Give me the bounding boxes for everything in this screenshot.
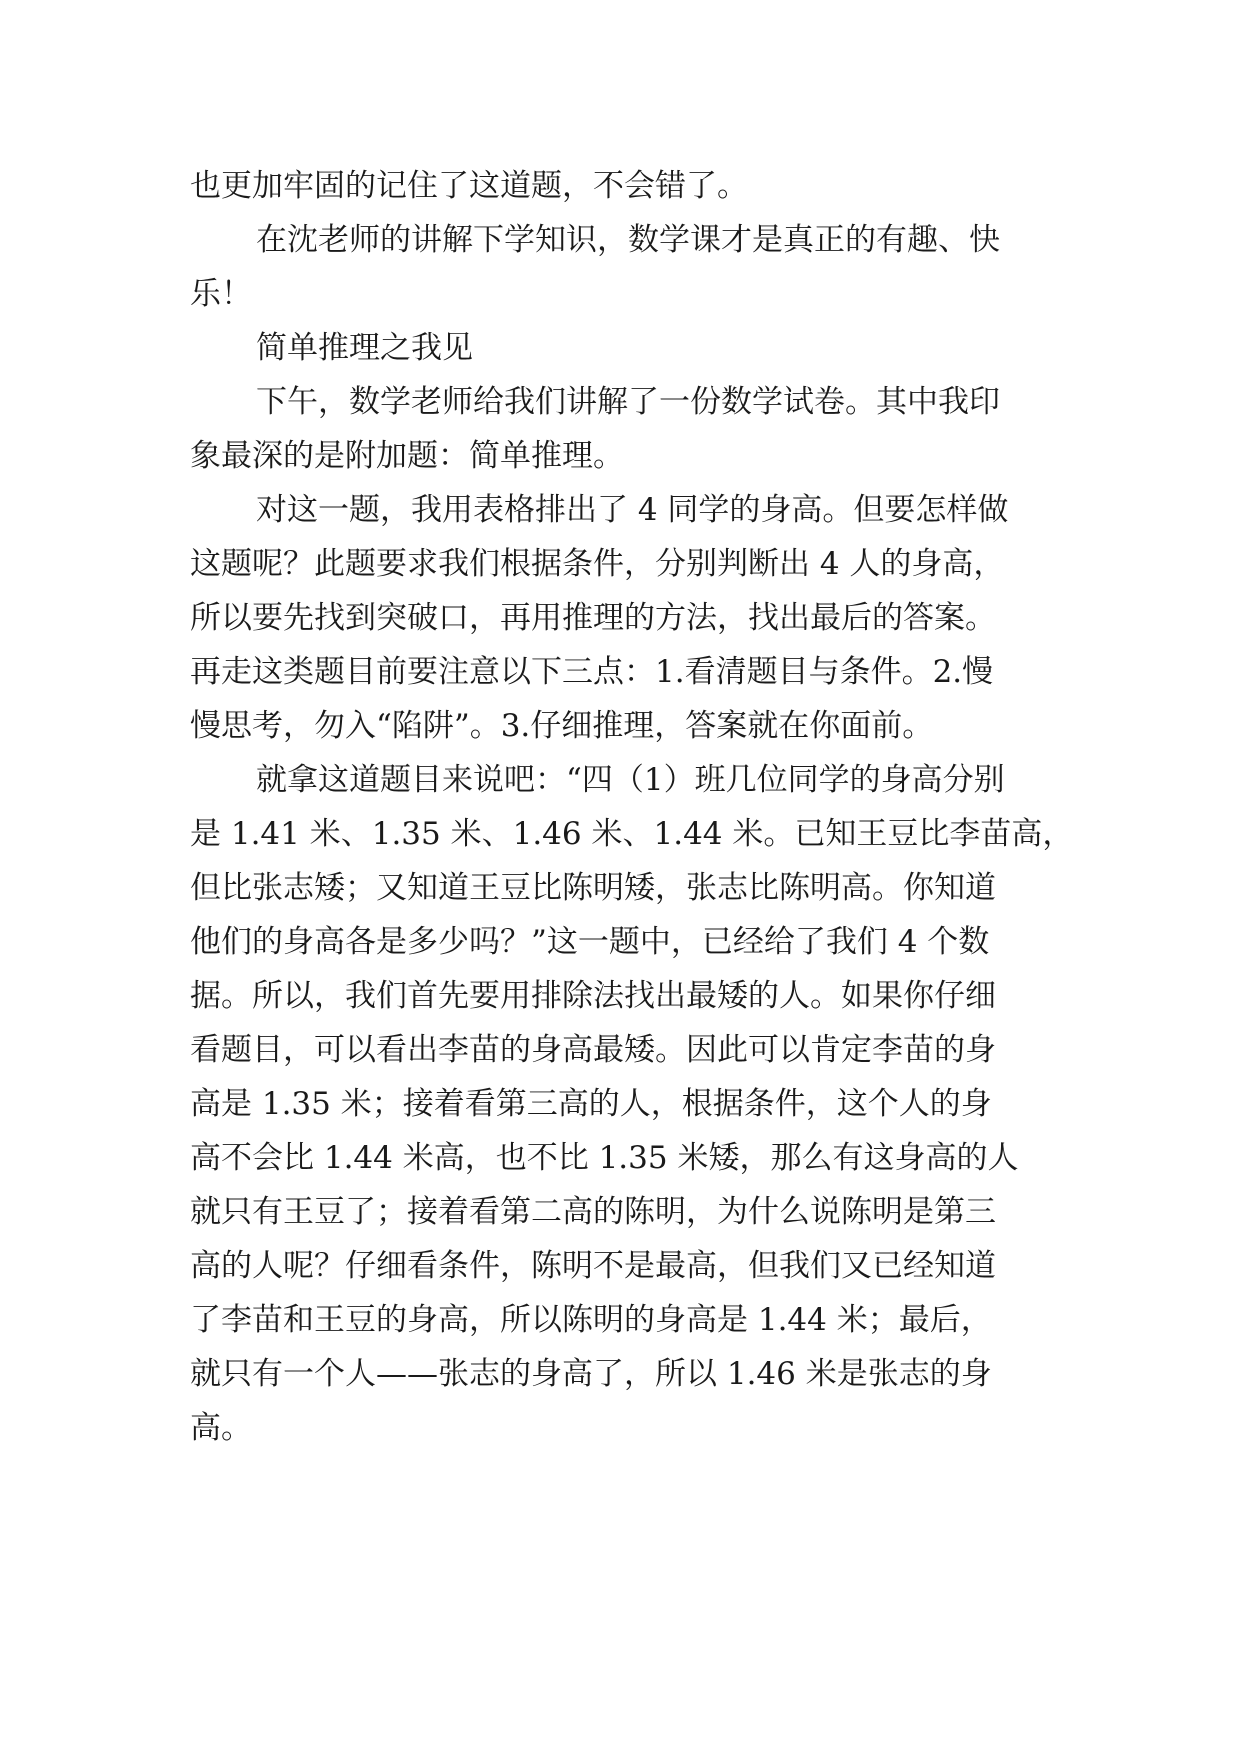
text-line: 就只有一个人——张志的身高了，所以 1.46 米是张志的身 (190, 1356, 992, 1392)
text-line: 再走这类题目前要注意以下三点：1.看清题目与条件。2.慢 (190, 654, 994, 690)
section-heading: 简单推理之我见 (256, 330, 473, 366)
text-line: 是 1.41 米、1.35 米、1.46 米、1.44 米。已知王豆比李苗高， (190, 816, 1074, 852)
text-line: 慢思考，勿入“陷阱”。3.仔细推理，答案就在你面前。 (190, 708, 934, 744)
text-line: 所以要先找到突破口，再用推理的方法，找出最后的答案。 (190, 600, 996, 636)
text-line: 高。 (190, 1410, 252, 1446)
text-line: 高是 1.35 米；接着看第三高的人，根据条件，这个人的身 (190, 1086, 992, 1122)
paragraph-start-line: 下午，数学老师给我们讲解了一份数学试卷。其中我印 (256, 384, 1000, 420)
text-line: 高的人呢？仔细看条件，陈明不是最高，但我们又已经知道 (190, 1248, 996, 1284)
text-line: 这题呢？此题要求我们根据条件，分别判断出 4 人的身高， (190, 546, 1005, 582)
text-line: 象最深的是附加题：简单推理。 (190, 438, 624, 474)
text-line: 高不会比 1.44 米高，也不比 1.35 米矮，那么有这身高的人 (190, 1140, 1019, 1176)
paragraph-start-line: 对这一题，我用表格排出了 4 同学的身高。但要怎样做 (256, 492, 1009, 528)
text-line: 但比张志矮；又知道王豆比陈明矮，张志比陈明高。你知道 (190, 870, 996, 906)
paragraph-start-line: 在沈老师的讲解下学知识，数学课才是真正的有趣、快 (256, 222, 1000, 258)
text-line: 据。所以，我们首先要用排除法找出最矮的人。如果你仔细 (190, 978, 996, 1014)
text-line: 就只有王豆了；接着看第二高的陈明，为什么说陈明是第三 (190, 1194, 996, 1230)
text-line: 他们的身高各是多少吗？”这一题中，已经给了我们 4 个数 (190, 924, 990, 960)
text-line: 了李苗和王豆的身高，所以陈明的身高是 1.44 米；最后， (190, 1302, 992, 1338)
body-text (190, 159, 1080, 1455)
text-line: 乐！ (190, 276, 252, 312)
text-line: 看题目，可以看出李苗的身高最矮。因此可以肯定李苗的身 (190, 1032, 996, 1068)
text-line: 也更加牢固的记住了这道题，不会错了。 (190, 168, 748, 204)
paragraph-start-line: 就拿这道题目来说吧：“四（1）班几位同学的身高分别 (256, 762, 1005, 798)
